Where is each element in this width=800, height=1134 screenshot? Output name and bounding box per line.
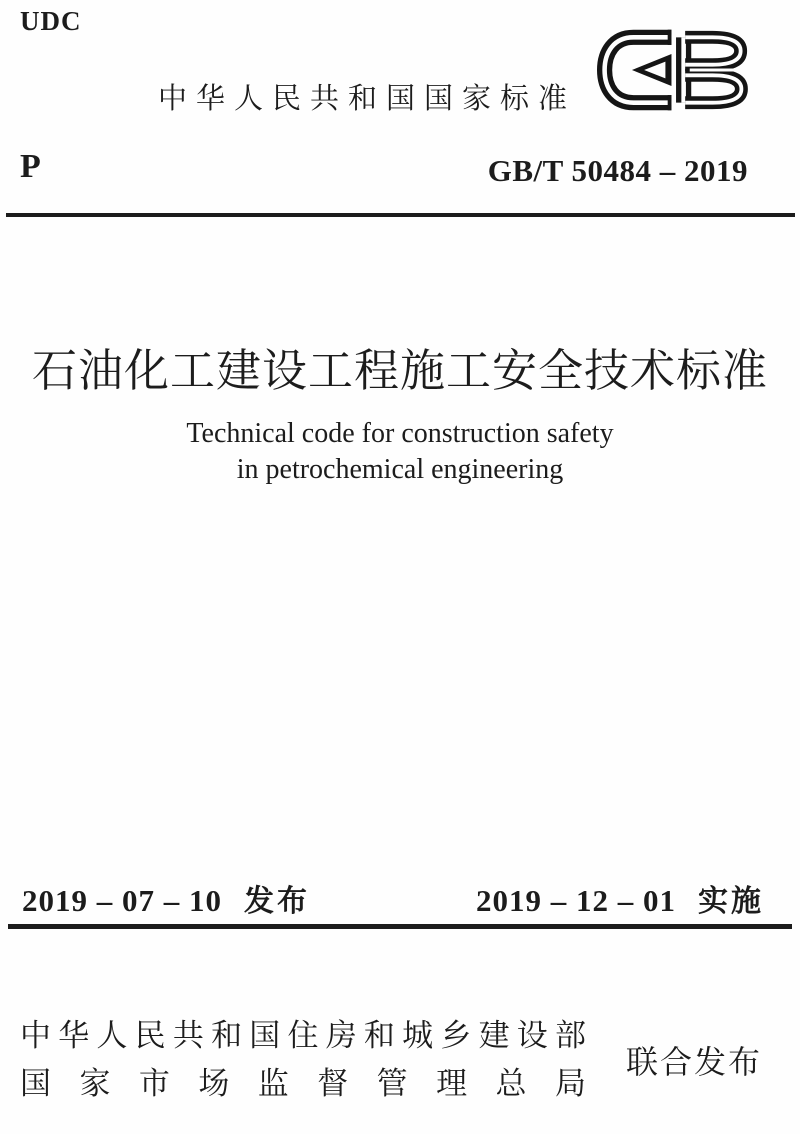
divider-bottom bbox=[8, 924, 792, 929]
issue-date-group bbox=[22, 876, 310, 920]
title-english-line2: in petrochemical engineering bbox=[236, 454, 564, 485]
implement-label: 实施 bbox=[698, 885, 764, 918]
joint-publish-label: 联合发布 bbox=[626, 1044, 763, 1080]
header-title: 中华人民共和国国家标准 bbox=[158, 83, 577, 115]
title-chinese: 石油化工建设工程施工安全技术标准 bbox=[31, 346, 768, 396]
gb-logo-icon bbox=[597, 28, 749, 112]
standard-number: GB/T 50484 – 2019 bbox=[487, 153, 748, 188]
date-row bbox=[22, 876, 764, 920]
issue-label: 发布 bbox=[244, 885, 310, 918]
classification-code: P bbox=[20, 148, 41, 185]
publisher-ministry: 中华人民共和国住房和城乡建设部 bbox=[20, 1018, 586, 1053]
divider-top bbox=[6, 213, 795, 217]
implement-date: 2019 – 12 – 01 bbox=[476, 883, 676, 918]
title-english-line1: Technical code for construction safety bbox=[186, 418, 614, 449]
publisher-names bbox=[20, 1012, 586, 1108]
udc-label: UDC bbox=[20, 6, 82, 36]
implement-date-group bbox=[476, 876, 764, 920]
publisher-administration: 国家市场监督管理总局 bbox=[20, 1066, 586, 1101]
issue-date: 2019 – 07 – 10 bbox=[22, 883, 222, 918]
publishers-block bbox=[20, 1012, 770, 1108]
